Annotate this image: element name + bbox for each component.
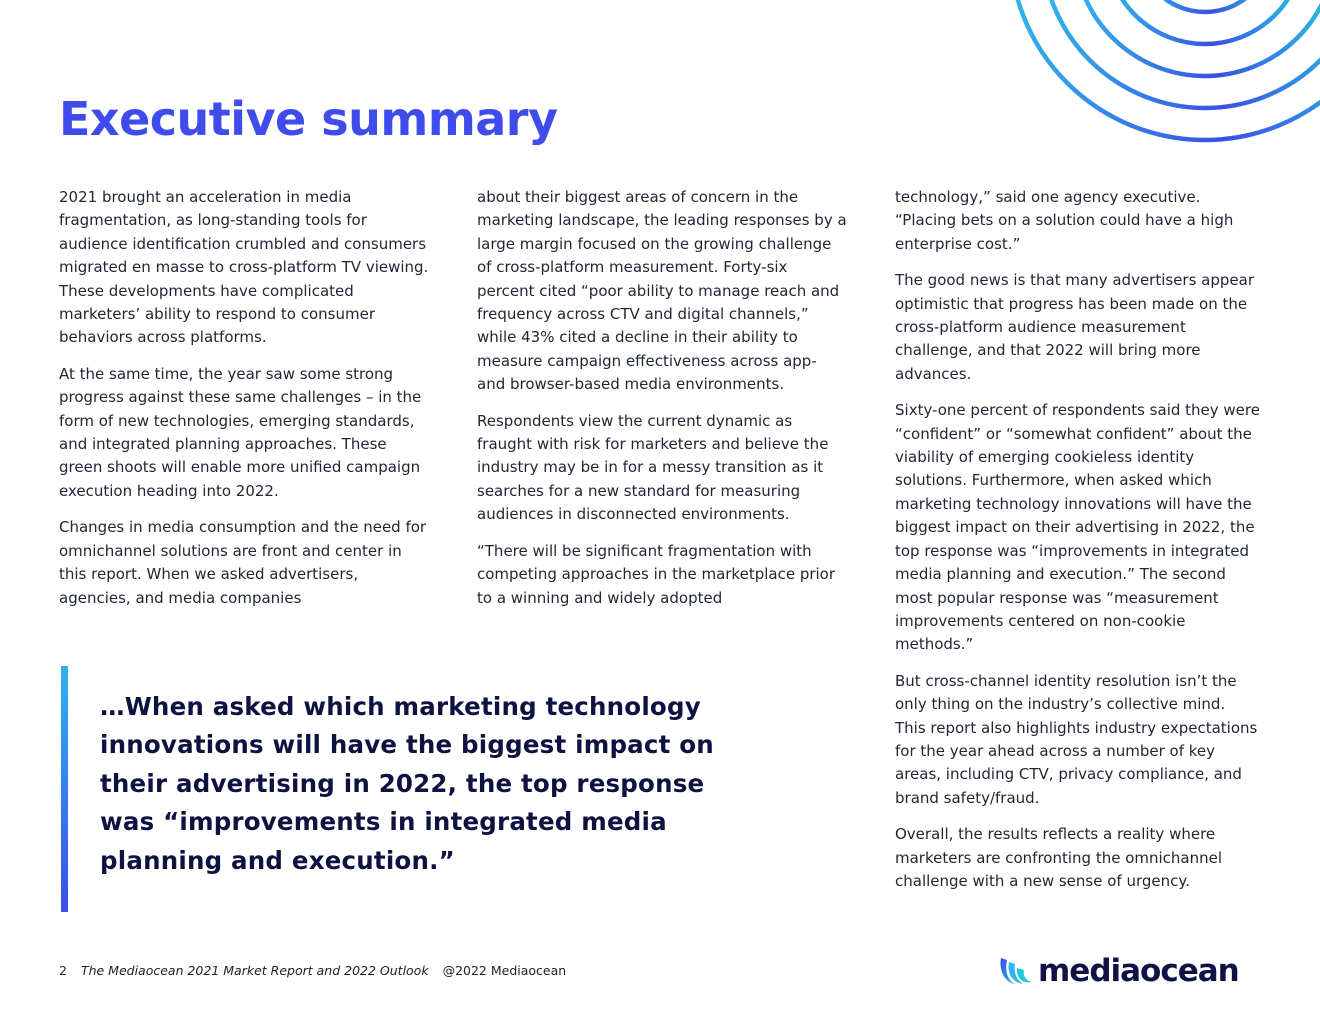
paragraph: But cross-channel identity resolution isn’t the only thing on the industry’s collective mind. This report also highlights industry expectations for the year ahead across a number of key areas, including CTV, privacy compliance, and brand safety/fraud. bbox=[895, 671, 1258, 807]
copyright: @2022 Mediaocean bbox=[442, 963, 567, 978]
text-column-2 bbox=[477, 186, 849, 623]
mediaocean-logo bbox=[997, 953, 1239, 989]
paragraph: technology,” said one agency executive. “Placing bets on a solution could have a high enterprise cost.” bbox=[895, 188, 1234, 253]
mediaocean-wave-icon bbox=[997, 954, 1035, 988]
paragraph: The good news is that many advertisers appear optimistic that progress has been made on the cross-platform audience measurement challenge, and that 2022 will bring more advances. bbox=[895, 271, 1255, 383]
pull-quote-text: …When asked which marketing technology innovations will have the biggest impact on their advertising in 2022, the top response was “improvements in integrated media planning and execution.” bbox=[100, 692, 714, 875]
paragraph: Sixty-one percent of respondents said they were “confident” or “somewhat confident” about the viability of emerging cookieless identity solutions. Furthermore, when asked which marketing technology innovations will have the biggest impact on their advertising in 2022, the top response was “improvements in integrated media planning and execution.” The second most popular response was “measurement improvements centered on non-cookie methods.” bbox=[895, 401, 1260, 654]
pull-quote bbox=[61, 666, 751, 912]
publication-title: The Mediaocean 2021 Market Report and 2022 Outlook bbox=[80, 963, 429, 978]
text-column-1 bbox=[59, 186, 431, 623]
paragraph: about their biggest areas of concern in the marketing landscape, the leading responses by a large margin focused on the growing challenge of cross-platform measurement. Forty-six percent cited “poor ability to manage reach and frequency across CTV and digital channels,” while 43% cited a decline in their ability to measure campaign effectiveness across app- and browser-based media environments. bbox=[477, 188, 847, 394]
paragraph: Respondents view the current dynamic as fraught with risk for marketers and believe the industry may be in for a messy transition as it searches for a new standard for measuring audiences in disconnected environments. bbox=[477, 411, 829, 524]
logo-wordmark: mediaocean bbox=[1038, 953, 1239, 989]
paragraph: At the same time, the year saw some strong progress against these same challenges – in the form of new technologies, emerging standards, and integrated planning approaches. These green shoots will enable more unified campaign execution heading into 2022. bbox=[59, 364, 422, 500]
paragraph: Overall, the results reflects a reality where marketers are confronting the omnichannel challenge with a new sense of urgency. bbox=[895, 825, 1223, 890]
paragraph: 2021 brought an acceleration in media fragmentation, as long-standing tools for audience identification crumbled and consumers migrated en masse to cross-platform TV viewing. These developments have complicated marketers’ ability to respond to consumer behaviors across platforms. bbox=[59, 188, 429, 347]
paragraph: “There will be significant fragmentation with competing approaches in the marketplace prior to a winning and widely adopted bbox=[477, 541, 836, 607]
page-number: 2 bbox=[59, 963, 67, 978]
page-title: Executive summary bbox=[59, 92, 558, 146]
text-column-3 bbox=[895, 186, 1260, 906]
paragraph: Changes in media consumption and the need for omnichannel solutions are front and center in this report. When we asked advertisers, agencies, and media companies bbox=[59, 518, 427, 607]
footer bbox=[59, 963, 566, 978]
